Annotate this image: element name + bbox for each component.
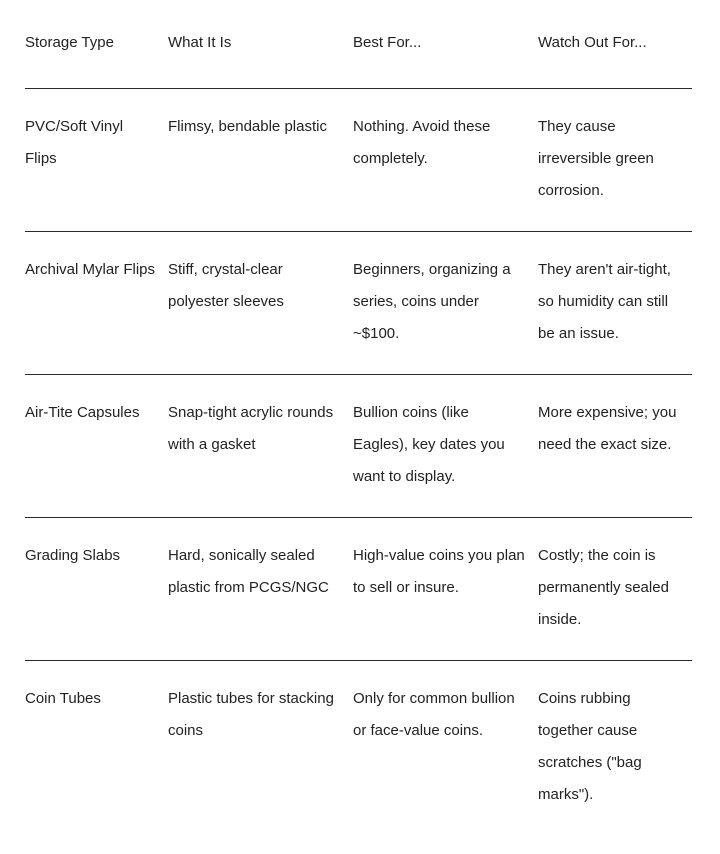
- header-watch-out-for: Watch Out For...: [538, 34, 647, 51]
- cell-what-it-is: Flimsy, bendable plastic: [168, 118, 327, 135]
- cell-what-it-is: Plastic tubes for stacking coins: [168, 690, 334, 739]
- cell-watch-out-for: Coins rubbing together cause scratches ("bag marks").: [538, 690, 642, 803]
- cell-storage-type: Coin Tubes: [25, 690, 101, 707]
- cell-what-it-is: Snap-tight acrylic rounds with a gasket: [168, 404, 334, 453]
- cell-storage-type: Archival Mylar Flips: [25, 261, 156, 278]
- cell-storage-type: Grading Slabs: [25, 547, 121, 564]
- cell-watch-out-for: Costly; the coin is permanently sealed inside.: [538, 547, 669, 628]
- cell-storage-type: Air-Tite Capsules: [25, 404, 140, 421]
- cell-watch-out-for: More expensive; you need the exact size.: [538, 404, 677, 453]
- table-row: [25, 232, 692, 375]
- cell-best-for: High-value coins you plan to sell or insure.: [353, 547, 525, 596]
- cell-what-it-is: Stiff, crystal-clear polyester sleeves: [168, 261, 284, 310]
- table-row: [25, 375, 692, 518]
- cell-best-for: Only for common bullion or face-value coins.: [353, 690, 515, 739]
- cell-watch-out-for: They aren't air-tight, so humidity can still be an issue.: [538, 261, 671, 342]
- header-best-for: Best For...: [353, 34, 422, 51]
- header-storage-type: Storage Type: [25, 34, 114, 51]
- storage-comparison-table: [25, 0, 692, 835]
- cell-best-for: Beginners, organizing a series, coins under ~$100.: [353, 261, 511, 342]
- cell-watch-out-for: They cause irreversible green corrosion.: [538, 118, 654, 199]
- table-row: [25, 518, 692, 661]
- table-header-row: [25, 0, 692, 89]
- cell-what-it-is: Hard, sonically sealed plastic from PCGS/NGC: [168, 547, 329, 596]
- cell-best-for: Bullion coins (like Eagles), key dates you want to display.: [353, 404, 505, 485]
- header-what-it-is: What It Is: [168, 34, 232, 51]
- table-row: [25, 661, 692, 835]
- cell-best-for: Nothing. Avoid these completely.: [353, 118, 491, 167]
- cell-storage-type: PVC/Soft Vinyl Flips: [25, 118, 124, 167]
- table-row: [25, 89, 692, 232]
